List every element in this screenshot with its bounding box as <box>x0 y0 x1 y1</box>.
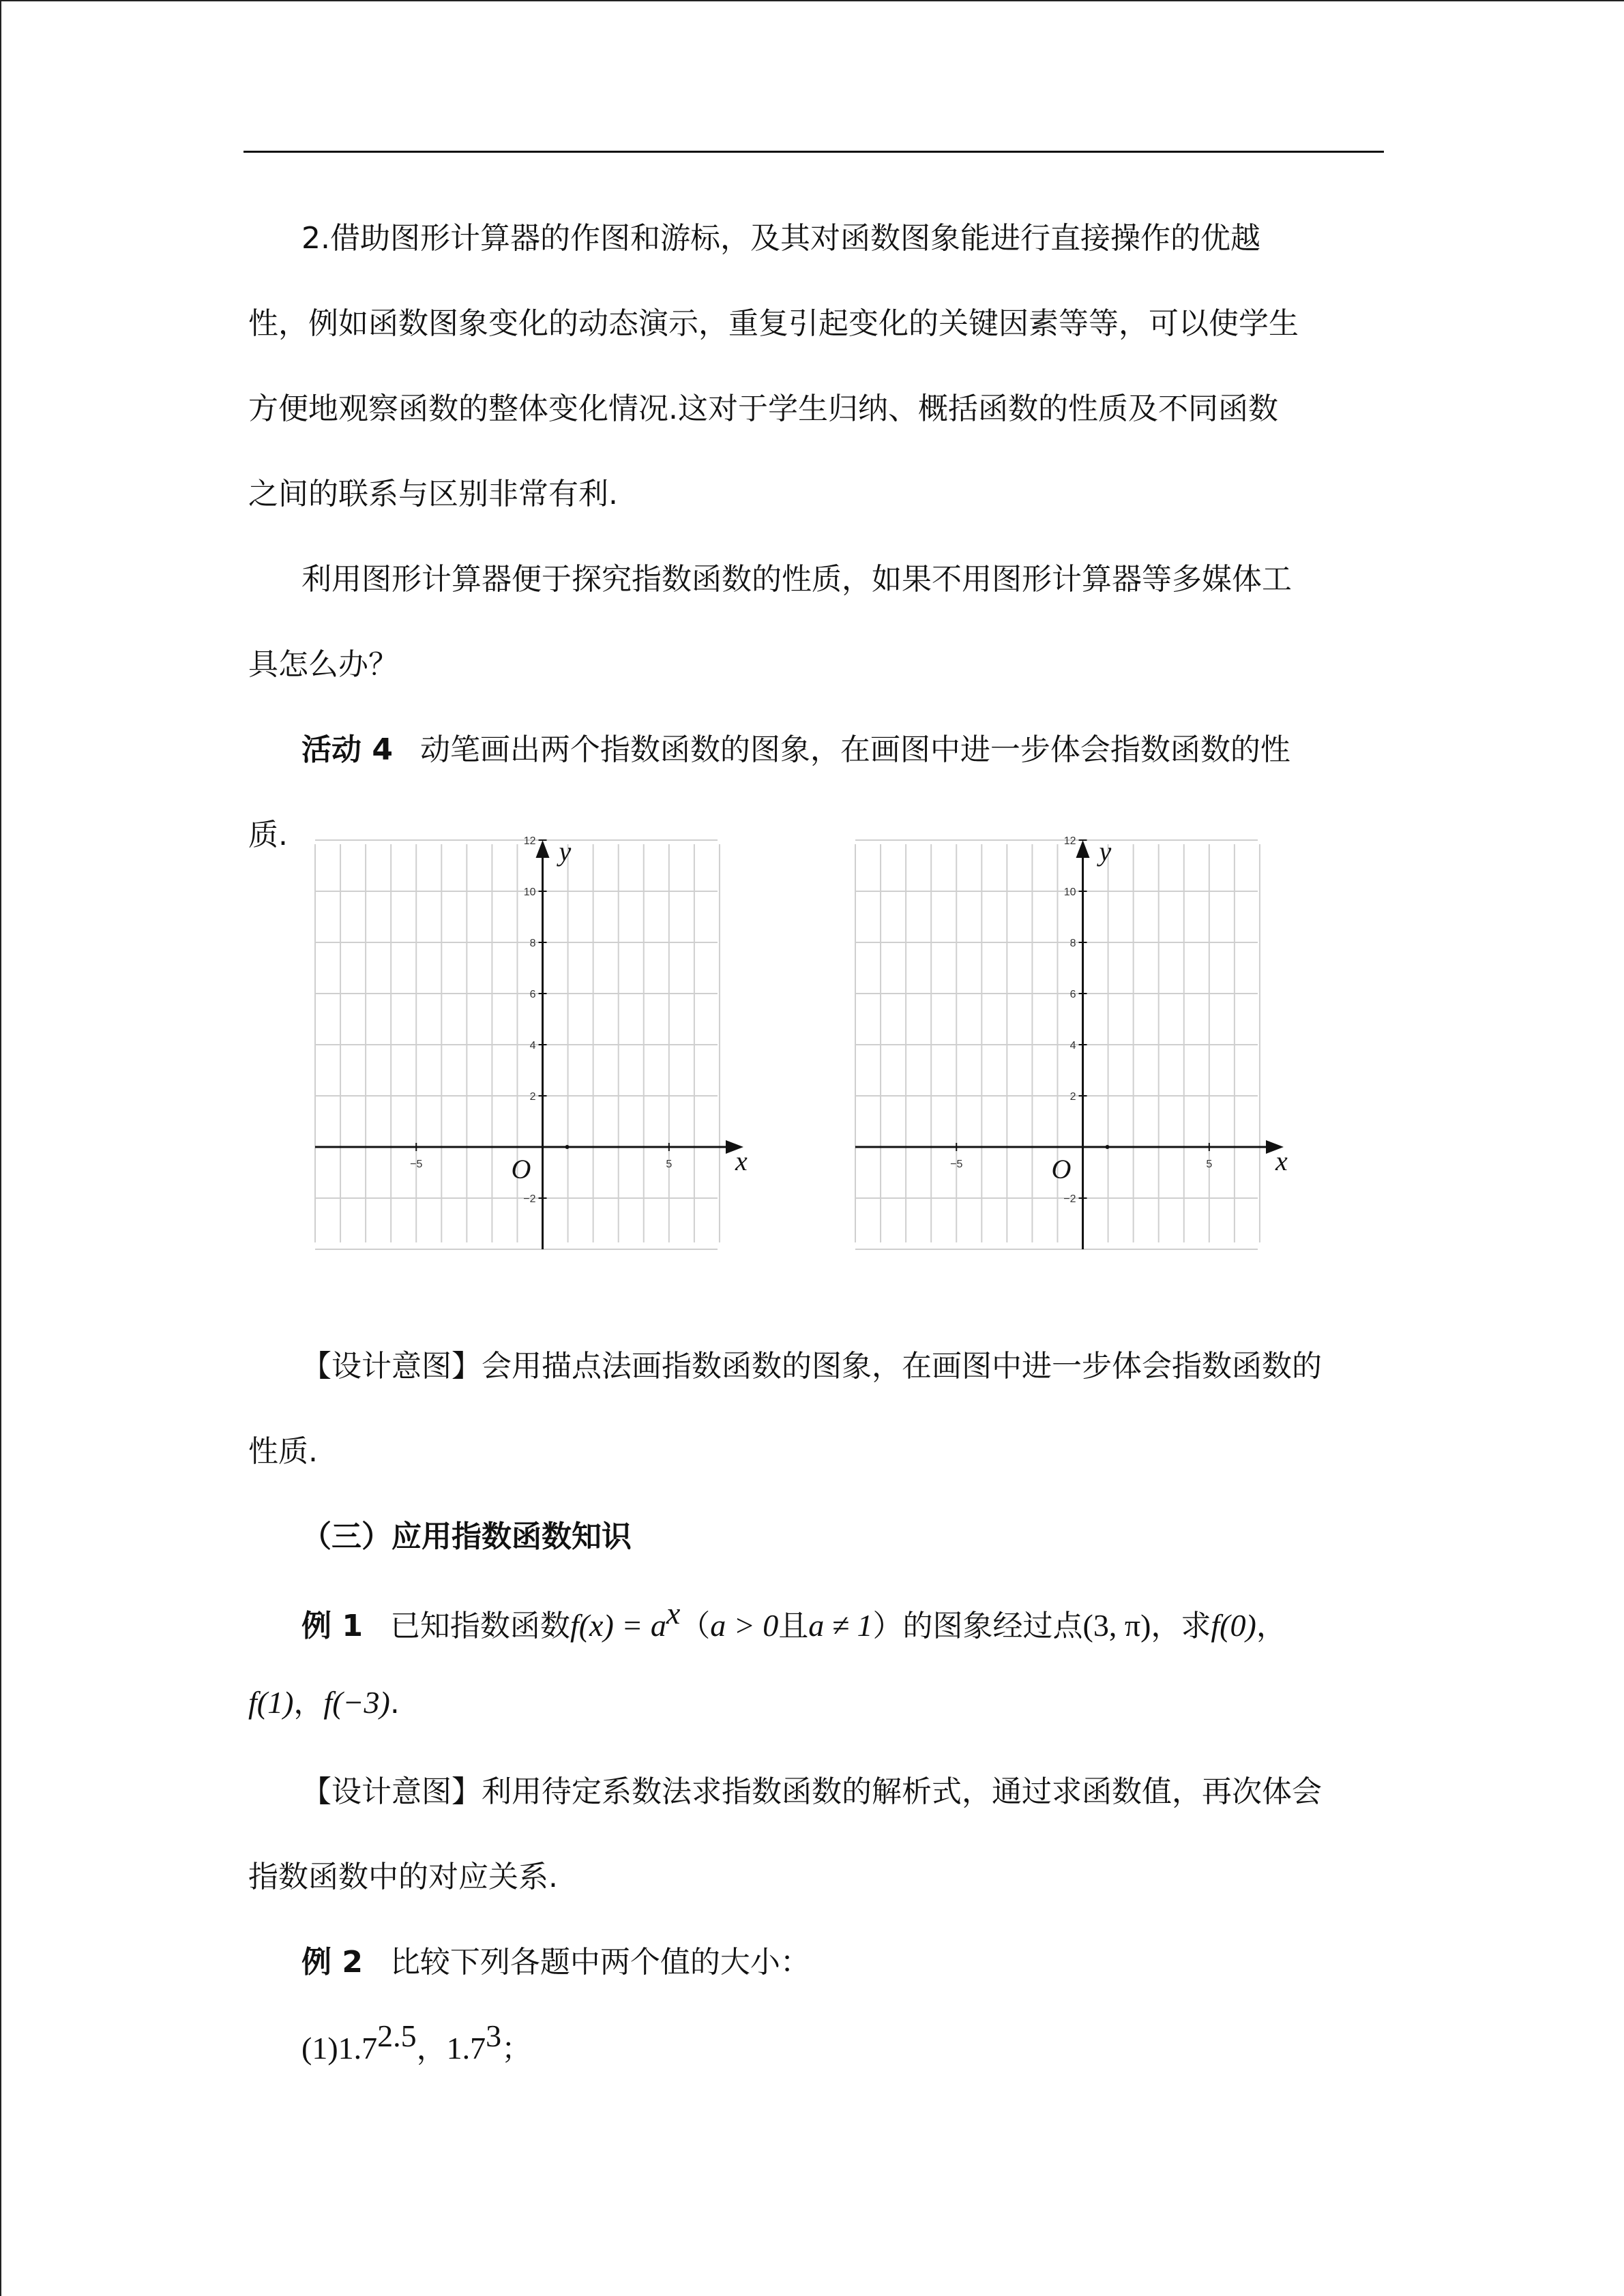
point-coordinates: (3, π) <box>1082 1608 1151 1643</box>
origin-label: O <box>1051 1154 1072 1184</box>
y-axis-label: y <box>1099 836 1112 867</box>
x-axis-label: x <box>735 1146 748 1176</box>
y-axis-arrow <box>1076 840 1090 858</box>
y-tick-label: 10 <box>1063 886 1076 898</box>
example-2-label: 例 2 <box>301 1945 363 1980</box>
coordinate-grid-left <box>301 833 752 1256</box>
example-1-text-a: 已知指数函数 <box>389 1609 570 1643</box>
header-rule <box>243 151 1384 153</box>
question-1-number: (1) <box>301 2031 338 2066</box>
paragraph-1-line-1: 2.借助图形计算器的作图和游标，及其对函数图象能进行直接操作的优越 <box>301 221 1260 256</box>
condition-open: （ <box>680 1609 711 1643</box>
y-tick-label: 6 <box>1069 989 1076 1000</box>
formula-f0: f(0) <box>1211 1608 1256 1643</box>
design-intent-2-line-2: 指数函数中的对应关系. <box>248 1860 558 1894</box>
y-tick-label: 12 <box>523 835 536 847</box>
example-1-comma-2: ， <box>293 1686 324 1720</box>
design-intent-2-text: 利用待定系数法求指数函数的解析式，通过求函数值，再次体会 <box>482 1774 1322 1809</box>
y-axis-label: y <box>559 836 572 867</box>
y-tick-label: −2 <box>523 1193 536 1205</box>
power-b-base: 1.7 <box>446 2031 486 2066</box>
paragraph-2-line-1: 利用图形计算器便于探究指数函数的性质，如果不用图形计算器等多媒体工 <box>301 562 1292 597</box>
activity-4-line-1 <box>301 730 1386 771</box>
paragraph-1-line-2: 性，例如函数图象变化的动态演示，重复引起变化的关键因素等等，可以使学生 <box>248 306 1299 341</box>
activity-text: 动笔画出两个指数函数的图象，在画图中进一步体会指数函数的性 <box>419 732 1290 767</box>
formula-f-minus-3: f(−3) <box>323 1685 390 1720</box>
condition-a-not-one: a ≠ 1 <box>808 1608 873 1643</box>
x-tick-label: −5 <box>410 1159 423 1170</box>
y-tick-label: 12 <box>1063 835 1076 847</box>
y-tick-label: 8 <box>529 938 536 949</box>
condition-and: 且 <box>778 1609 809 1643</box>
design-intent-text: 会用描点法画指数函数的图象，在画图中进一步体会指数函数的 <box>482 1349 1322 1384</box>
x-tick-label: 5 <box>666 1159 673 1170</box>
section-heading: （三）应用指数函数知识 <box>301 1519 632 1554</box>
coordinate-grid-right <box>842 833 1292 1256</box>
question-1 <box>301 2018 1386 2070</box>
example-1-text-c: ，求 <box>1151 1609 1211 1643</box>
y-tick-label: −2 <box>1063 1193 1076 1205</box>
design-intent-2-line-1 <box>301 1772 1386 1813</box>
example-1-period: . <box>389 1686 400 1720</box>
x-tick-label: −5 <box>950 1159 963 1170</box>
example-1-comma: ， <box>1256 1609 1286 1643</box>
condition-a-positive: a > 0 <box>710 1608 779 1643</box>
y-tick-label: 4 <box>529 1040 536 1052</box>
y-tick-label: 4 <box>1069 1040 1076 1052</box>
power-a-base: 1.7 <box>338 2031 378 2066</box>
activity-4-line-2: 质. <box>248 818 288 852</box>
x-tick-label: 5 <box>1206 1159 1213 1170</box>
y-tick-label: 6 <box>529 989 536 1000</box>
y-tick-label: 8 <box>1069 938 1076 949</box>
activity-label: 活动 4 <box>301 732 393 767</box>
design-intent-1-line-2: 性质. <box>248 1434 318 1469</box>
axis-point <box>1106 1145 1110 1149</box>
example-1-label: 例 1 <box>301 1609 363 1643</box>
example-1-line-2 <box>248 1682 1381 1724</box>
paragraph-1-line-4: 之间的联系与区别非常有利. <box>248 477 618 511</box>
origin-label: O <box>511 1154 531 1184</box>
x-axis-label: x <box>1275 1146 1288 1176</box>
y-axis-arrow <box>536 840 550 858</box>
design-intent-label: 【设计意图】 <box>301 1349 482 1384</box>
question-1-end: ； <box>501 2031 532 2066</box>
axis-point <box>565 1145 570 1149</box>
power-a-exponent: 2.5 <box>377 2018 417 2053</box>
formula-fx-exponent: x <box>666 1596 681 1630</box>
example-2-text: 比较下列各题中两个值的大小： <box>389 1945 810 1980</box>
design-intent-2-label: 【设计意图】 <box>301 1774 482 1809</box>
design-intent-1-line-1 <box>301 1346 1386 1387</box>
y-tick-label: 2 <box>529 1091 536 1103</box>
y-tick-label: 2 <box>1069 1091 1076 1103</box>
question-1-separator: ， <box>416 2031 447 2066</box>
example-1-text-b: 的图象经过点 <box>902 1609 1083 1643</box>
example-1-line-1 <box>301 1596 1386 1647</box>
formula-fx: f(x) = a <box>570 1608 666 1643</box>
paragraph-1-line-3: 方便地观察函数的整体变化情况.这对于学生归纳、概括函数的性质及不同函数 <box>248 391 1278 426</box>
y-tick-label: 10 <box>523 886 536 898</box>
formula-f1: f(1) <box>248 1685 294 1720</box>
example-2-line-1 <box>301 1942 1386 1983</box>
condition-close: ） <box>872 1609 903 1643</box>
power-b-exponent: 3 <box>486 2018 502 2053</box>
paragraph-2-line-2: 具怎么办？ <box>248 647 398 682</box>
